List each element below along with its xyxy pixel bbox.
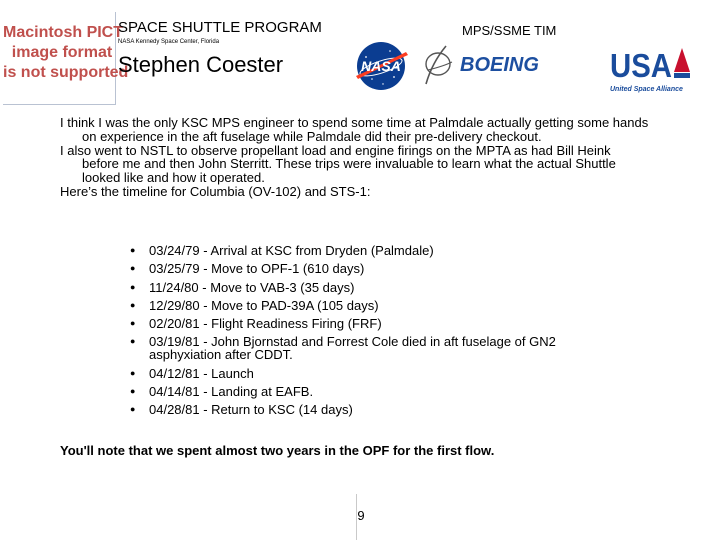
timeline-item (130, 299, 610, 312)
body-text (60, 116, 650, 199)
center-subtitle: NASA Kennedy Space Center, Florida (118, 39, 220, 45)
timeline-item-text: 04/28/81 - Return to KSC (14 days) (149, 402, 353, 418)
boeing-wordmark: BOEING (460, 54, 539, 76)
timeline-item (130, 244, 610, 257)
bullet-icon: ● (130, 404, 136, 415)
team-title: MPS/SSME TIM (462, 23, 557, 38)
presenter-name: Stephen Coester (118, 52, 284, 77)
timeline-item (130, 385, 610, 398)
timeline-list (130, 244, 610, 422)
timeline-item-text: 03/25/79 - Move to OPF-1 (610 days) (149, 261, 365, 277)
bullet-icon: ● (130, 318, 136, 329)
program-title: SPACE SHUTTLE PROGRAM (118, 19, 322, 36)
page-number: 9 (357, 508, 365, 523)
nasa-wordmark: NASA (361, 58, 401, 74)
timeline-item (130, 262, 610, 275)
bullet-icon: ● (130, 367, 136, 378)
timeline-item (130, 281, 610, 294)
timeline-item (130, 335, 610, 361)
bullet-icon: ● (130, 245, 136, 255)
timeline-item-text: 04/14/81 - Landing at EAFB. (149, 384, 314, 400)
timeline-item-text: 03/24/79 - Arrival at KSC from Dryden (Palmdale) (149, 243, 434, 258)
placeholder-line: is not supported (3, 64, 129, 81)
bullet-icon: ● (130, 299, 136, 310)
closing-note: You'll note that we spent almost two years in the OPF for the first flow. (60, 443, 495, 458)
bullet-icon: ● (130, 281, 136, 292)
placeholder-line: Macintosh PICT (3, 24, 124, 41)
boeing-logo (420, 40, 552, 88)
usa-logo (608, 46, 696, 96)
paragraph: I think I was the only KSC MPS engineer to spend some time at Palmdale actually getting some hands on experience in the aft fuselage while Palmdale did their pre-delivery checkout. (60, 115, 649, 144)
placeholder-line: image format (11, 44, 113, 61)
timeline-item (130, 367, 610, 380)
bullet-icon: ● (130, 386, 136, 397)
timeline-item-text: 03/19/81 - John Bjornstad and Forrest Cole died in aft fuselage of GN2 asphyxiation after CDDT. (149, 334, 556, 363)
bullet-icon: ● (130, 263, 136, 274)
timeline-item (130, 317, 610, 330)
usa-wordmark: USA (610, 47, 672, 84)
paragraph: Here’s the timeline for Columbia (OV-102) and STS-1: (60, 184, 371, 200)
timeline-item-text: 12/29/80 - Move to PAD-39A (105 days) (149, 297, 379, 313)
bullet-icon: ● (130, 336, 136, 347)
paragraph: I also went to NSTL to observe propellant load and engine firings on the MPTA as had Bill Heink before me and then John Sterritt. These trips were invaluable to learn what the actual Shuttle looked like and how it operated. (60, 142, 616, 185)
usa-subtitle: United Space Alliance (610, 86, 683, 93)
timeline-item (130, 403, 610, 416)
timeline-item-text: 02/20/81 - Flight Readiness Firing (FRF) (149, 316, 382, 332)
timeline-item-text: 04/12/81 - Launch (149, 365, 254, 381)
timeline-item-text: 11/24/80 - Move to VAB-3 (35 days) (149, 279, 355, 295)
image-placeholder (3, 12, 129, 105)
nasa-logo (352, 40, 410, 92)
